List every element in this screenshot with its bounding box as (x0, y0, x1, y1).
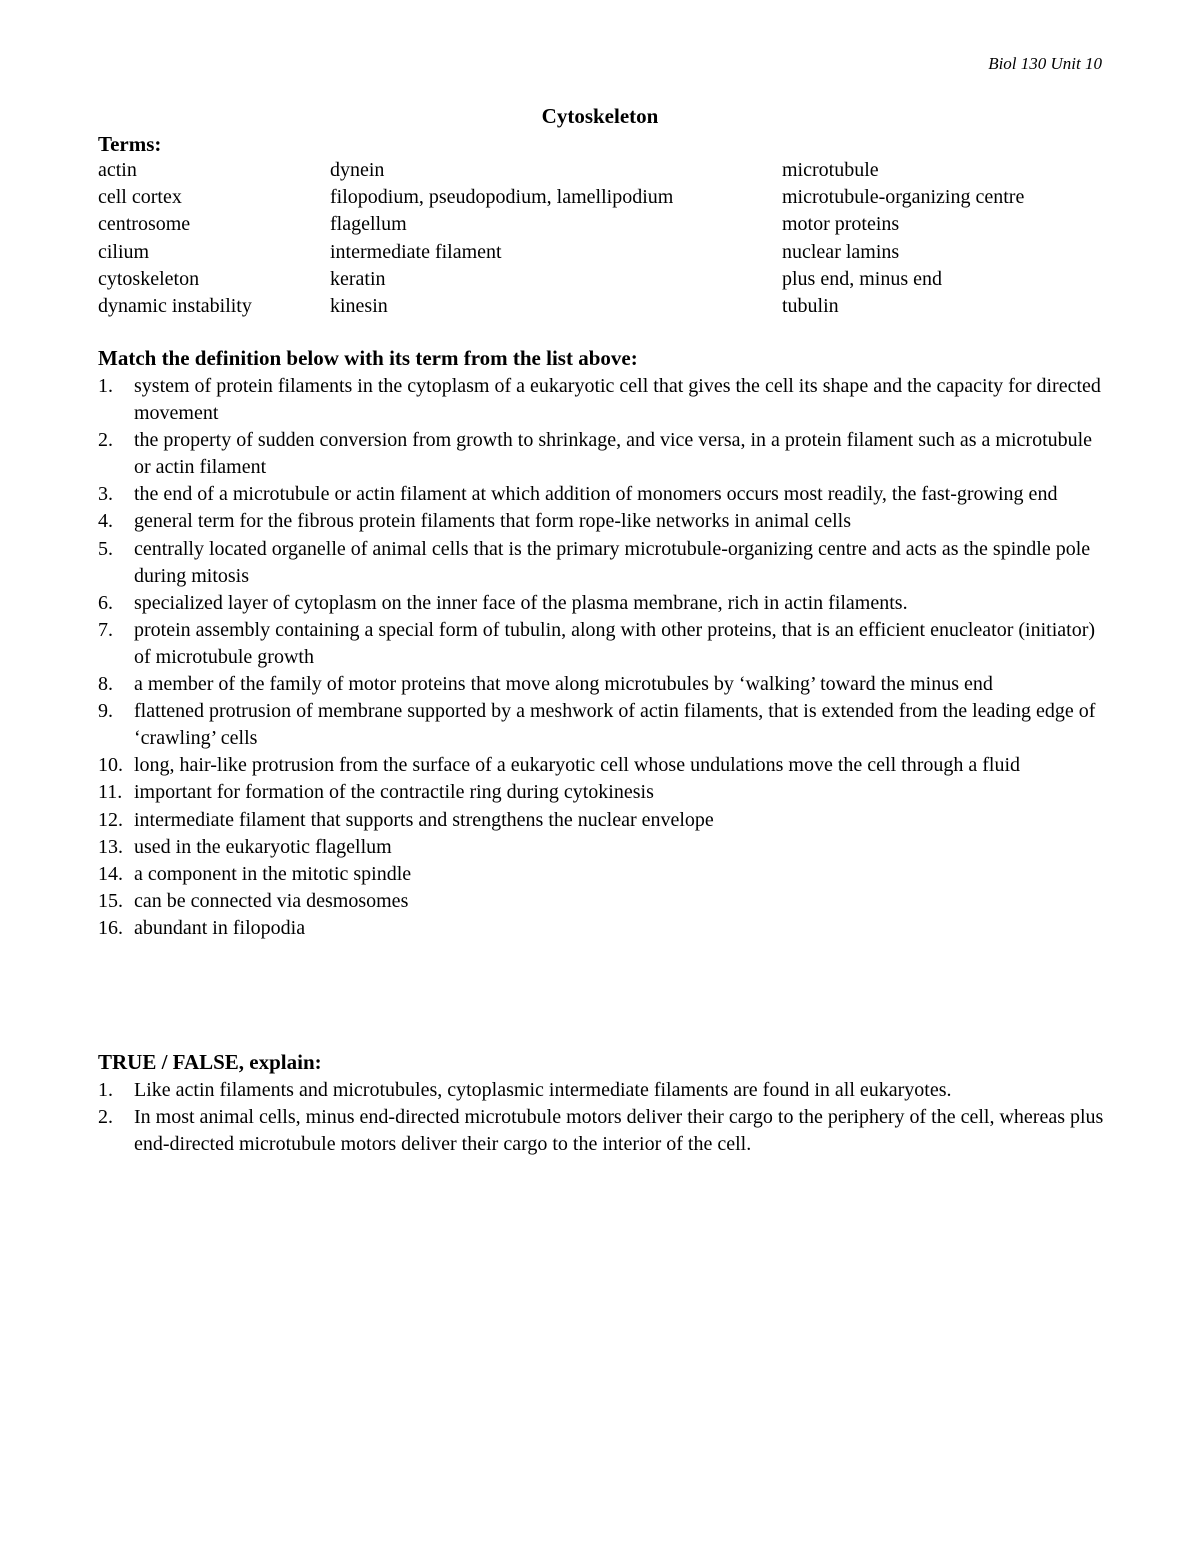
item-text: specialized layer of cytoplasm on the inner face of the plasma membrane, rich in actin filaments. (134, 591, 908, 614)
terms-row (98, 211, 1108, 238)
list-item (98, 481, 1108, 508)
term: filopodium, pseudopodium, lamellipodium (330, 186, 674, 209)
item-number: 2. (98, 429, 113, 452)
list-item (98, 671, 1108, 698)
term: tubulin (782, 294, 839, 317)
item-text: Like actin filaments and microtubules, cytoplasmic intermediate filaments are found in all eukaryotes. (134, 1079, 952, 1101)
item-number: 12. (98, 808, 123, 831)
item-number: 13. (98, 835, 123, 858)
list-item (98, 617, 1108, 671)
item-number: 1. (98, 375, 113, 397)
list-item (98, 427, 1108, 481)
item-text: important for formation of the contractile ring during cytokinesis (134, 781, 654, 804)
item-text: the property of sudden conversion from growth to shrinkage, and vice versa, in a protein filament such as a microtubule or actin filament (134, 429, 1093, 479)
list-item (98, 779, 1108, 806)
term: centrosome (98, 213, 191, 236)
item-number: 16. (98, 916, 123, 939)
item-number: 1. (98, 1079, 113, 1101)
item-text: a component in the mitotic spindle (134, 862, 412, 885)
list-item (98, 807, 1108, 834)
term: dynamic instability (98, 294, 252, 317)
item-number: 8. (98, 673, 113, 696)
list-item (98, 834, 1108, 861)
terms-row (98, 293, 1108, 320)
matching-list (98, 373, 1108, 942)
item-number: 11. (98, 781, 123, 804)
list-item (98, 698, 1108, 752)
list-item (98, 888, 1108, 915)
item-text: general term for the fibrous protein filaments that form rope-like networks in animal cells (134, 510, 851, 533)
list-item (98, 536, 1108, 590)
item-text: the end of a microtubule or actin filament at which addition of monomers occurs most readily, the fast-growing end (134, 483, 1058, 506)
item-text: centrally located organelle of animal cells that is the primary microtubule-organizing centre and acts as the spindle pole during mitosis (134, 537, 1091, 587)
terms-row (98, 184, 1108, 211)
term: nuclear lamins (782, 240, 900, 263)
item-number: 7. (98, 618, 113, 641)
list-item (98, 1077, 1108, 1104)
course-header: Biol 130 Unit 10 (988, 54, 1102, 73)
terms-table (98, 157, 1108, 320)
term: intermediate filament (330, 240, 502, 263)
matching-heading: Match the definition below with its term from the list above: (98, 346, 638, 370)
terms-row (98, 266, 1108, 293)
item-number: 6. (98, 591, 113, 614)
term: actin (98, 159, 137, 181)
true-false-heading: TRUE / FALSE, explain: (98, 1050, 322, 1074)
list-item (98, 590, 1108, 617)
item-text: flattened protrusion of membrane supported by a meshwork of actin filaments, that is extended from the leading edge of ‘crawling’ cells (134, 700, 1096, 750)
item-text: protein assembly containing a special form of tubulin, along with other proteins, that is an efficient enucleator (initiator) of microtubule growth (134, 618, 1096, 668)
page-title: Cytoskeleton (541, 104, 659, 128)
term: kinesin (330, 294, 388, 317)
terms-row (98, 157, 1108, 184)
item-number: 4. (98, 510, 113, 533)
item-text: used in the eukaryotic flagellum (134, 835, 392, 858)
item-number: 5. (98, 537, 113, 560)
item-text: can be connected via desmosomes (134, 889, 409, 912)
term: microtubule-organizing centre (782, 186, 1025, 209)
term: microtubule (782, 159, 879, 181)
item-number: 14. (98, 862, 123, 885)
list-item (98, 373, 1108, 427)
item-text: a member of the family of motor proteins that move along microtubules by ‘walking’ toward the minus end (134, 673, 993, 696)
item-text: system of protein filaments in the cytoplasm of a eukaryotic cell that gives the cell its shape and the capacity for directed movement (134, 375, 1101, 425)
term: flagellum (330, 213, 407, 236)
list-item (98, 915, 1108, 942)
term: dynein (330, 159, 385, 181)
item-number: 3. (98, 483, 113, 506)
list-item (98, 861, 1108, 888)
list-item (98, 508, 1108, 535)
term: motor proteins (782, 213, 900, 236)
terms-heading: Terms: (98, 132, 162, 156)
list-item (98, 752, 1108, 779)
item-text: In most animal cells, minus end-directed microtubule motors deliver their cargo to the periphery of the cell, whereas plus end-directed microtubule motors deliver their cargo to the interior of the cell. (134, 1106, 1104, 1156)
term: cilium (98, 240, 150, 263)
item-text: long, hair-like protrusion from the surface of a eukaryotic cell whose undulations move the cell through a fluid (134, 754, 1021, 777)
item-number: 15. (98, 889, 123, 912)
item-number: 2. (98, 1106, 113, 1129)
item-text: abundant in filopodia (134, 916, 306, 939)
term: cell cortex (98, 186, 182, 209)
term: plus end, minus end (782, 267, 942, 290)
item-number: 9. (98, 700, 113, 723)
item-text: intermediate filament that supports and strengthens the nuclear envelope (134, 808, 714, 831)
terms-row (98, 239, 1108, 266)
term: cytoskeleton (98, 267, 200, 290)
term: keratin (330, 267, 386, 290)
item-number: 10. (98, 754, 123, 777)
true-false-list (98, 1077, 1108, 1158)
list-item (98, 1104, 1108, 1158)
